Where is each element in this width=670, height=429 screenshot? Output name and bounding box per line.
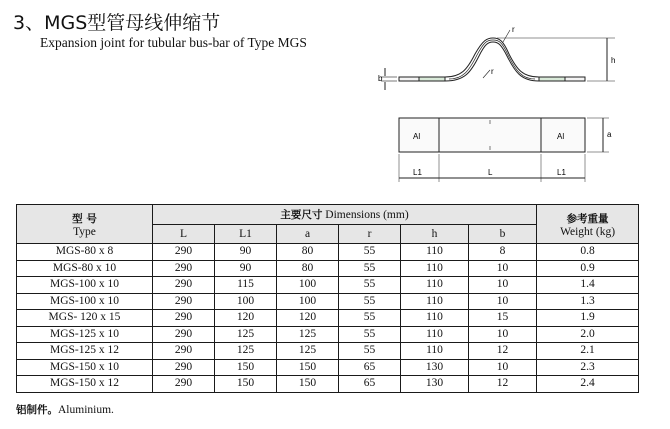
cell-h: 110	[401, 293, 469, 310]
cell-a: 125	[277, 343, 339, 360]
table-row	[17, 310, 639, 327]
cell-h: 110	[401, 260, 469, 277]
col-header-l: L	[153, 225, 215, 244]
cell-h: 130	[401, 359, 469, 376]
cell-h: 110	[401, 277, 469, 294]
cell-b: 10	[469, 359, 537, 376]
table-row	[17, 376, 639, 393]
table-row	[17, 260, 639, 277]
cell-r: 55	[339, 326, 401, 343]
col-weight-header	[537, 205, 639, 244]
cell-b: 10	[469, 326, 537, 343]
top-view	[399, 118, 609, 182]
col-weight-header-en: Weight (kg)	[560, 225, 616, 238]
cell-a: 80	[277, 244, 339, 261]
dims-group-header	[153, 205, 537, 225]
cell-r: 55	[339, 260, 401, 277]
cell-type: MGS-125 x 12	[17, 343, 153, 360]
cell-b: 10	[469, 277, 537, 294]
page-subtitle: Expansion joint for tubular bus-bar of Type MGS	[40, 35, 307, 50]
cell-w: 1.3	[537, 293, 639, 310]
cell-l1: 100	[215, 293, 277, 310]
cell-b: 15	[469, 310, 537, 327]
cell-w: 2.3	[537, 359, 639, 376]
cell-a: 100	[277, 293, 339, 310]
dim-l-label: L	[488, 168, 493, 177]
cell-r: 65	[339, 359, 401, 376]
cell-a: 150	[277, 359, 339, 376]
cell-r: 65	[339, 376, 401, 393]
dim-r-bottom-label: r	[491, 67, 494, 76]
technical-drawing	[375, 20, 625, 190]
col-header-a: a	[277, 225, 339, 244]
table-row	[17, 244, 639, 261]
col-type-header	[17, 205, 153, 244]
dims-header-en: Dimensions (mm)	[325, 209, 409, 221]
cell-l1: 125	[215, 343, 277, 360]
cell-w: 2.1	[537, 343, 639, 360]
table-row	[17, 343, 639, 360]
col-header-h: h	[401, 225, 469, 244]
cell-r: 55	[339, 343, 401, 360]
cell-l: 290	[153, 326, 215, 343]
cell-l1: 90	[215, 244, 277, 261]
cell-l1: 150	[215, 376, 277, 393]
side-view	[381, 30, 615, 90]
cell-l1: 90	[215, 260, 277, 277]
cell-r: 55	[339, 310, 401, 327]
cell-b: 12	[469, 343, 537, 360]
col-type-header-en: Type	[73, 225, 96, 238]
cell-a: 80	[277, 260, 339, 277]
cell-l: 290	[153, 244, 215, 261]
cell-w: 0.8	[537, 244, 639, 261]
col-header-l1: L1	[215, 225, 277, 244]
cell-a: 125	[277, 326, 339, 343]
cell-type: MGS-100 x 10	[17, 293, 153, 310]
dim-r-top-label: r	[512, 25, 515, 34]
cell-l: 290	[153, 293, 215, 310]
cell-l: 290	[153, 376, 215, 393]
dim-h-label: h	[611, 56, 616, 65]
al-left-label: Al	[413, 132, 421, 141]
cell-a: 150	[277, 376, 339, 393]
col-header-b: b	[469, 225, 537, 244]
cell-h: 110	[401, 310, 469, 327]
cell-h: 110	[401, 244, 469, 261]
side-view-left-contact	[419, 77, 445, 81]
footnote	[16, 402, 114, 417]
cell-a: 120	[277, 310, 339, 327]
table-row	[17, 293, 639, 310]
cell-type: MGS-100 x 10	[17, 277, 153, 294]
cell-r: 55	[339, 277, 401, 294]
page-title: 3、MGS型管母线伸缩节	[13, 12, 221, 34]
cell-type: MGS-80 x 10	[17, 260, 153, 277]
side-view-right-contact	[539, 77, 565, 81]
cell-type: MGS-150 x 10	[17, 359, 153, 376]
dim-b-label: b	[378, 74, 383, 83]
cell-h: 110	[401, 326, 469, 343]
cell-b: 10	[469, 260, 537, 277]
footnote-en: Aluminium.	[58, 404, 114, 416]
col-weight-header-cn: 参考重量	[566, 212, 609, 225]
cell-l: 290	[153, 310, 215, 327]
dim-a-label: a	[607, 130, 612, 139]
cell-r: 55	[339, 244, 401, 261]
cell-l1: 115	[215, 277, 277, 294]
cell-w: 1.4	[537, 277, 639, 294]
cell-l: 290	[153, 359, 215, 376]
table-row	[17, 277, 639, 294]
cell-b: 10	[469, 293, 537, 310]
cell-w: 1.9	[537, 310, 639, 327]
cell-b: 12	[469, 376, 537, 393]
table-row	[17, 359, 639, 376]
dim-l1-right-label: L1	[557, 168, 566, 177]
col-header-r: r	[339, 225, 401, 244]
cell-l: 290	[153, 343, 215, 360]
cell-l1: 120	[215, 310, 277, 327]
cell-r: 55	[339, 293, 401, 310]
table-row	[17, 326, 639, 343]
dim-l1-left-label: L1	[413, 168, 422, 177]
cell-l: 290	[153, 260, 215, 277]
cell-l: 290	[153, 277, 215, 294]
cell-w: 0.9	[537, 260, 639, 277]
cell-type: MGS-150 x 12	[17, 376, 153, 393]
cell-b: 8	[469, 244, 537, 261]
cell-h: 130	[401, 376, 469, 393]
col-type-header-cn: 型 号	[72, 212, 97, 225]
al-right-label: Al	[557, 132, 565, 141]
cell-type: MGS-80 x 8	[17, 244, 153, 261]
cell-w: 2.0	[537, 326, 639, 343]
cell-type: MGS-125 x 10	[17, 326, 153, 343]
cell-type: MGS- 120 x 15	[17, 310, 153, 327]
cell-a: 100	[277, 277, 339, 294]
cell-l1: 125	[215, 326, 277, 343]
footnote-cn: 铝制件。	[16, 404, 58, 416]
cell-w: 2.4	[537, 376, 639, 393]
cell-l1: 150	[215, 359, 277, 376]
dims-header-cn: 主要尺寸	[280, 209, 323, 221]
spec-table	[16, 204, 639, 393]
cell-h: 110	[401, 343, 469, 360]
